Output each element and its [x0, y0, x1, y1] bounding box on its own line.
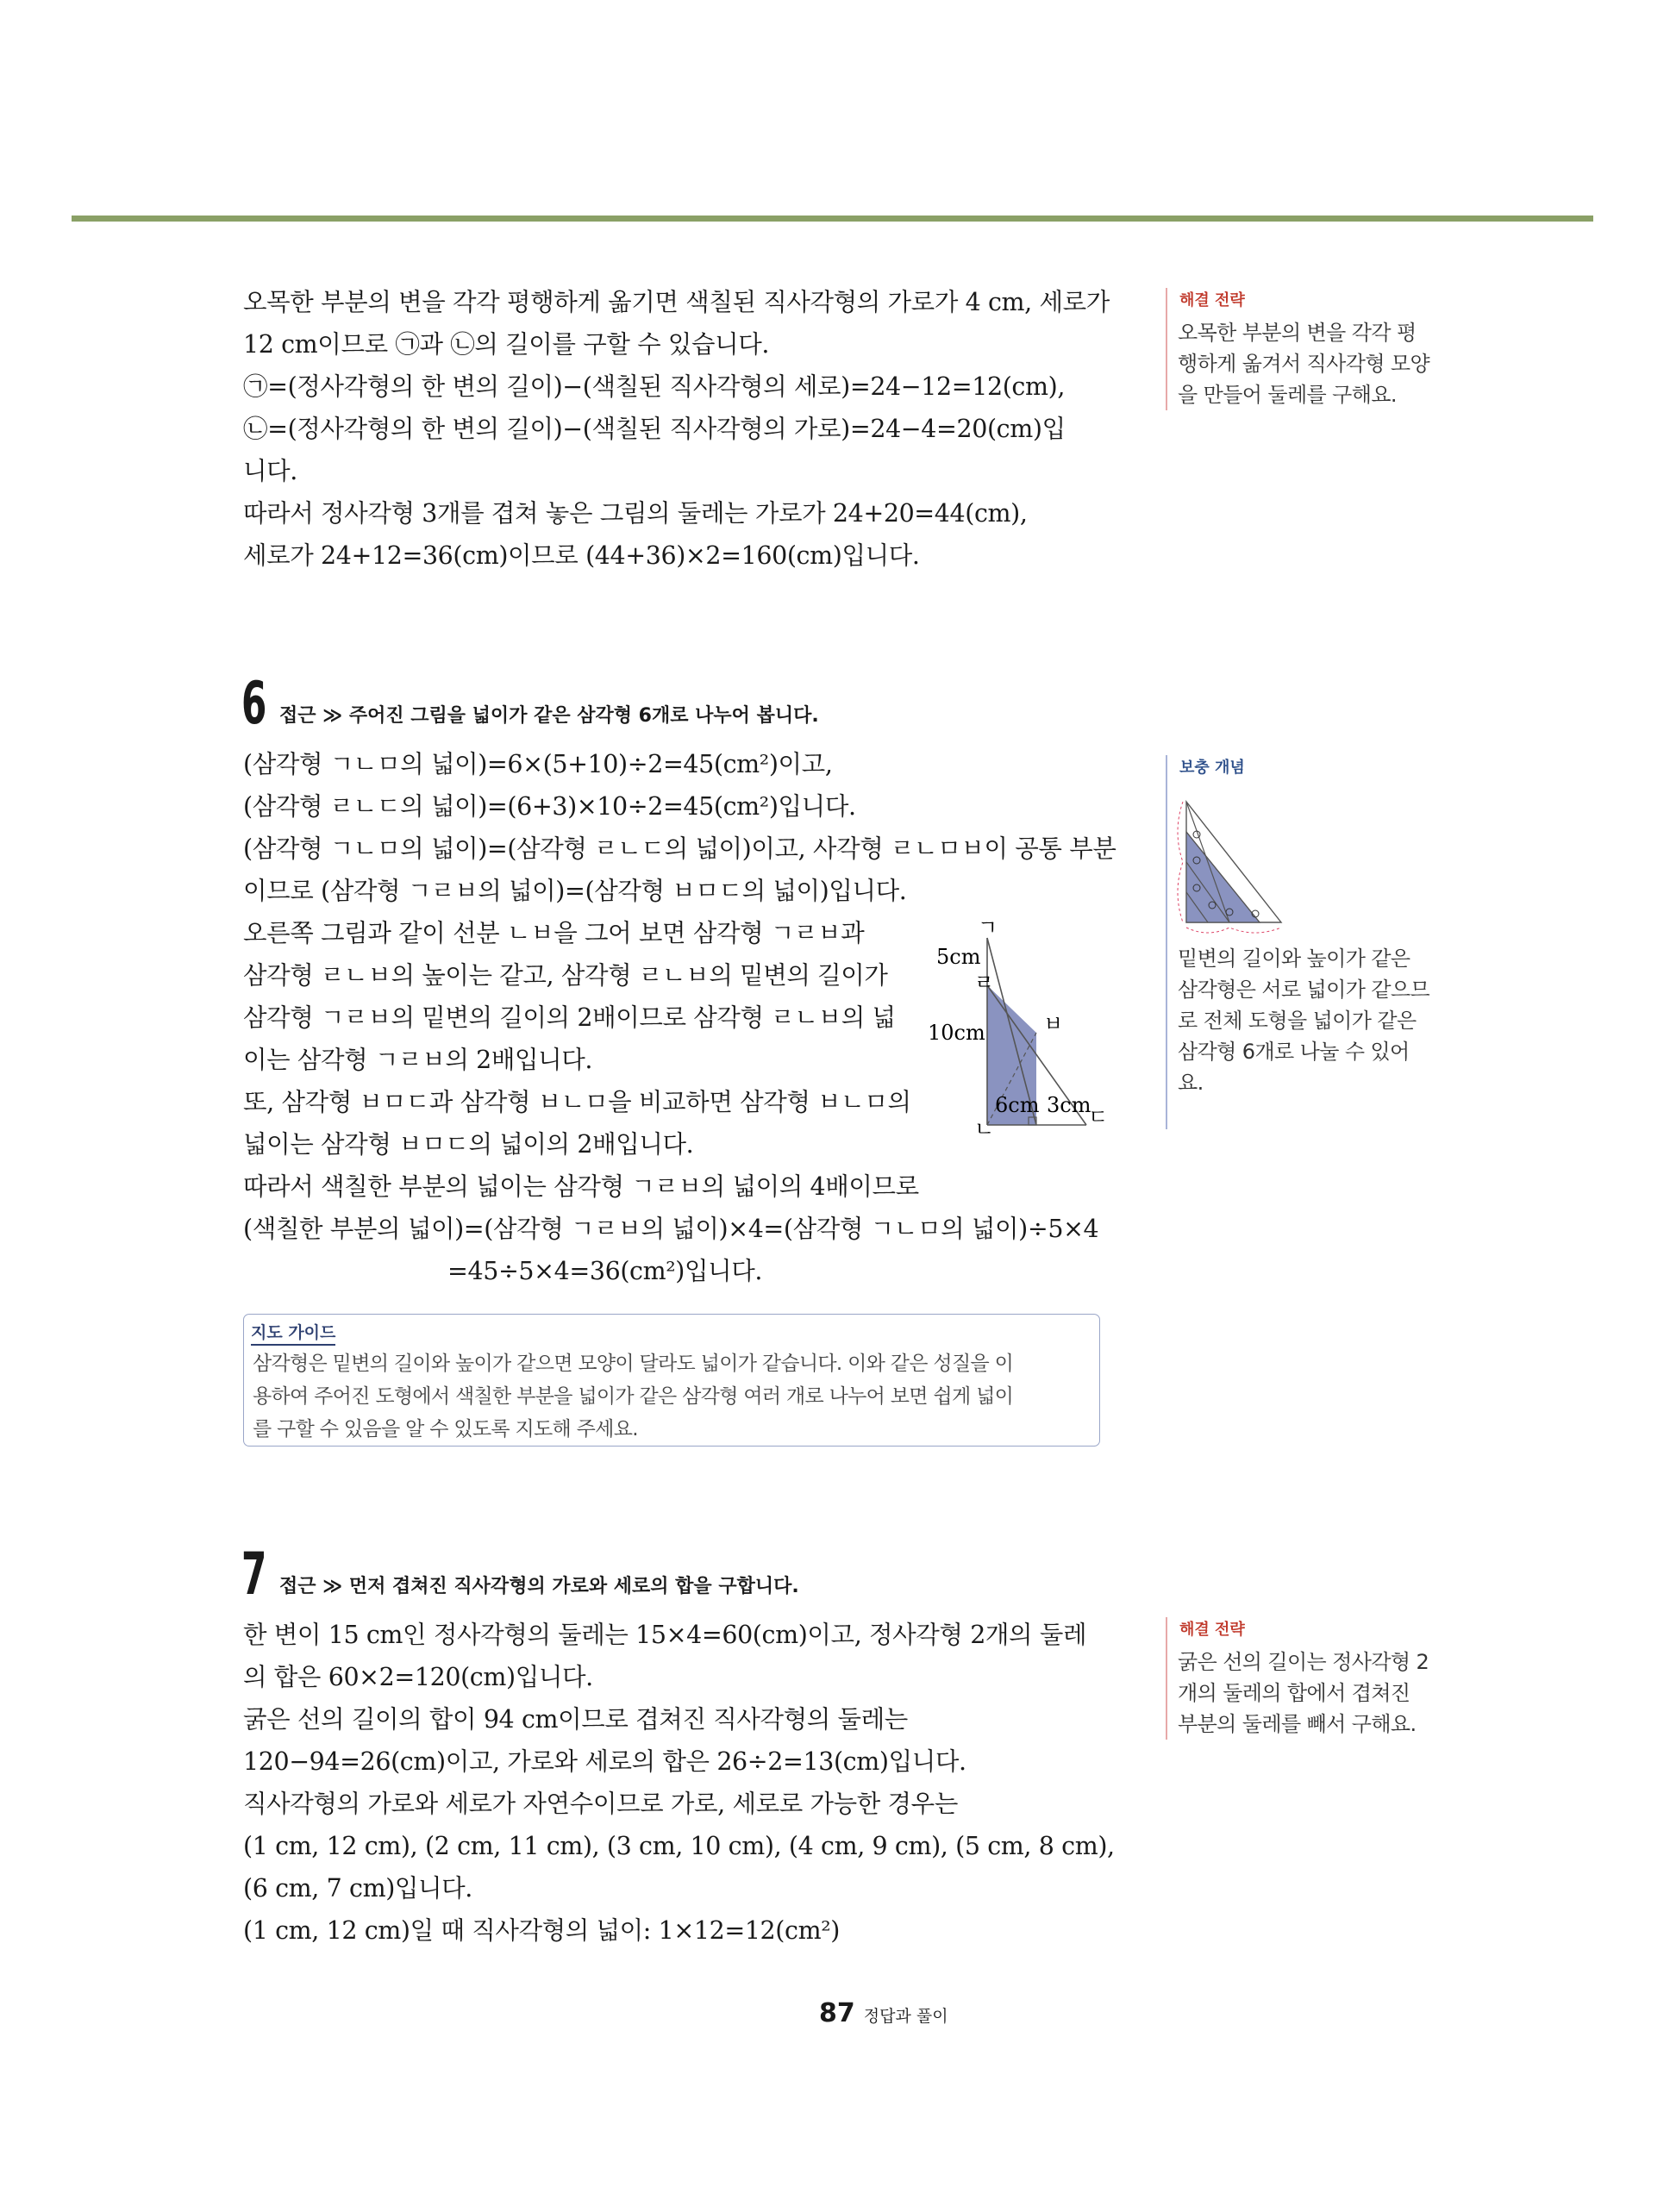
text-line: ㉠=(정사각형의 한 변의 길이)−(색칠된 직사각형의 세로)=24−12=12(cm), — [243, 372, 1065, 401]
note-line: 요. — [1178, 1071, 1204, 1095]
page-number: 87 — [819, 1998, 855, 2028]
note-line: 로 전체 도형을 넓이가 같은 — [1178, 1009, 1417, 1033]
note-line: 오목한 부분의 변을 각각 평 — [1178, 321, 1417, 345]
note-line: 을 만들어 둘레를 구해요. — [1178, 383, 1397, 407]
top-divider-bar — [72, 216, 1593, 222]
guide-line: 용하여 주어진 도형에서 색칠한 부분을 넓이가 같은 삼각형 여러 개로 나누어 보면 쉽게 넓이 — [253, 1385, 1014, 1408]
strategy-note-text — [1178, 317, 1454, 410]
note-line: 부분의 둘레를 빼서 구해요. — [1178, 1712, 1417, 1736]
section7-body — [243, 1614, 1115, 1952]
length-label-10cm: 10cm — [928, 1021, 985, 1045]
strategy-note-title: 해결 전략 — [1179, 1621, 1245, 1639]
text-line: ㉡=(정사각형의 한 변의 길이)−(색칠된 직사각형의 가로)=24−4=20(cm)입 — [243, 415, 1066, 443]
triangle-figure — [923, 915, 1112, 1141]
page-footer-label: 정답과 풀이 — [863, 2007, 948, 2026]
section-number: 6 — [241, 670, 267, 738]
text-line: 삼각형 ㄱㄹㅂ의 밑변의 길이의 2배이므로 삼각형 ㄹㄴㅂ의 넓 — [243, 1003, 896, 1032]
text-line: 또, 삼각형 ㅂㅁㄷ과 삼각형 ㅂㄴㅁ을 비교하면 삼각형 ㅂㄴㅁ의 — [243, 1088, 911, 1116]
text-line: (1 cm, 12 cm)일 때 직사각형의 넓이: 1×12=12(cm²) — [243, 1916, 840, 1945]
text-line: 삼각형 ㄹㄴㅂ의 높이는 같고, 삼각형 ㄹㄴㅂ의 밑변의 길이가 — [243, 961, 888, 990]
section-number: 7 — [241, 1540, 267, 1609]
text-line: (1 cm, 12 cm), (2 cm, 11 cm), (3 cm, 10 cm), (4 cm, 9 cm), (5 cm, 8 cm), — [243, 1832, 1115, 1860]
text-line: (6 cm, 7 cm)입니다. — [243, 1874, 472, 1903]
text-line: (삼각형 ㄱㄴㅁ의 넓이)=6×(5+10)÷2=45(cm²)이고, — [243, 750, 833, 778]
teaching-guide-box — [243, 1314, 1100, 1447]
concept-note-title: 보충 개념 — [1179, 759, 1245, 777]
length-label-5cm: 5cm — [936, 945, 981, 969]
teaching-guide-title: 지도 가이드 — [251, 1320, 335, 1346]
vertex-label-g: ㄱ — [978, 915, 998, 940]
text-line: 직사각형의 가로와 세로가 자연수이므로 가로, 세로로 가능한 경우는 — [243, 1790, 958, 1818]
text-line: (색칠한 부분의 넓이)=(삼각형 ㄱㄹㅂ의 넓이)×4=(삼각형 ㄱㄴㅁ의 넓이)÷5×4 — [243, 1215, 1099, 1243]
text-line: 12 cm이므로 ㉠과 ㉡의 길이를 구할 수 있습니다. — [243, 330, 770, 359]
text-line: 니다. — [243, 457, 297, 485]
text-line: 따라서 색칠한 부분의 넓이는 삼각형 ㄱㄹㅂ의 넓이의 4배이므로 — [243, 1172, 919, 1201]
guide-line: 를 구할 수 있음을 알 수 있도록 지도해 주세요. — [253, 1418, 638, 1440]
concept-note-text — [1178, 943, 1454, 1098]
note-line: 밑변의 길이와 높이가 같은 — [1178, 947, 1410, 971]
text-line: 세로가 24+12=36(cm)이므로 (44+36)×2=160(cm)입니다. — [243, 541, 920, 570]
length-label-6cm: 6cm — [995, 1093, 1040, 1117]
text-line: (삼각형 ㄱㄴㅁ의 넓이)=(삼각형 ㄹㄴㄷ의 넓이)이고, 사각형 ㄹㄴㅁㅂ이 공통 부분 — [243, 834, 1116, 863]
text-line: 따라서 정사각형 3개를 겹쳐 놓은 그림의 둘레는 가로가 24+20=44(cm), — [243, 499, 1028, 528]
note-line: 개의 둘레의 합에서 겹쳐진 — [1178, 1681, 1410, 1705]
text-line: 120−94=26(cm)이고, 가로와 세로의 합은 26÷2=13(cm)입니다. — [243, 1747, 966, 1776]
strategy-note-7 — [1166, 1617, 1454, 1740]
section7-header — [241, 1540, 799, 1609]
vertex-label-r: ㄹ — [974, 971, 995, 995]
vertex-label-d: ㄷ — [1088, 1105, 1109, 1129]
page-footer — [819, 1998, 948, 2028]
text-line: =45÷5×4=36(cm²)입니다. — [447, 1257, 763, 1285]
section-approach-title: 접근 ≫ 주어진 그림을 넓이가 같은 삼각형 6개로 나누어 봅니다. — [279, 705, 819, 727]
teaching-guide-text — [253, 1347, 1096, 1446]
guide-line: 삼각형은 밑변의 길이와 높이가 같으면 모양이 달라도 넓이가 같습니다. 이와 같은 성질을 이 — [253, 1353, 1014, 1375]
text-line: 오목한 부분의 변을 각각 평행하게 옮기면 색칠된 직사각형의 가로가 4 cm, 세로가 — [243, 288, 1110, 316]
text-line: 오른쪽 그림과 같이 선분 ㄴㅂ을 그어 보면 삼각형 ㄱㄹㅂ과 — [243, 919, 865, 947]
concept-triangle-diagram — [1178, 784, 1290, 940]
text-line: 이므로 (삼각형 ㄱㄹㅂ의 넓이)=(삼각형 ㅂㅁㄷ의 넓이)입니다. — [243, 877, 907, 905]
note-line: 굵은 선의 길이는 정사각형 2 — [1178, 1650, 1429, 1674]
text-line: (삼각형 ㄹㄴㄷ의 넓이)=(6+3)×10÷2=45(cm²)입니다. — [243, 792, 856, 821]
text-line: 이는 삼각형 ㄱㄹㅂ의 2배입니다. — [243, 1046, 593, 1074]
vertex-label-b: ㅂ — [1043, 1012, 1064, 1036]
note-line: 행하게 옮겨서 직사각형 모양 — [1178, 352, 1430, 376]
section5-body — [243, 281, 1110, 577]
section-approach-title: 접근 ≫ 먼저 겹쳐진 직사각형의 가로와 세로의 합을 구합니다. — [279, 1576, 799, 1597]
strategy-note-5 — [1166, 288, 1454, 410]
text-line: 한 변이 15 cm인 정사각형의 둘레는 15×4=60(cm)이고, 정사각형 2개의 둘레 — [243, 1621, 1087, 1649]
strategy-note-text — [1178, 1647, 1454, 1740]
note-line: 삼각형 6개로 나눌 수 있어 — [1178, 1040, 1410, 1064]
vertex-label-n: ㄴ — [974, 1117, 995, 1141]
note-line: 삼각형은 서로 넓이가 같으므 — [1178, 978, 1430, 1002]
text-line: 의 합은 60×2=120(cm)입니다. — [243, 1663, 593, 1691]
length-label-3cm: 3cm — [1047, 1093, 1091, 1117]
text-line: 굵은 선의 길이의 합이 94 cm이므로 겹쳐진 직사각형의 둘레는 — [243, 1705, 908, 1734]
strategy-note-title: 해결 전략 — [1179, 291, 1245, 309]
concept-note-6 — [1166, 755, 1454, 1129]
text-line: 넓이는 삼각형 ㅂㅁㄷ의 넓이의 2배입니다. — [243, 1130, 694, 1159]
section6-header — [241, 670, 819, 738]
